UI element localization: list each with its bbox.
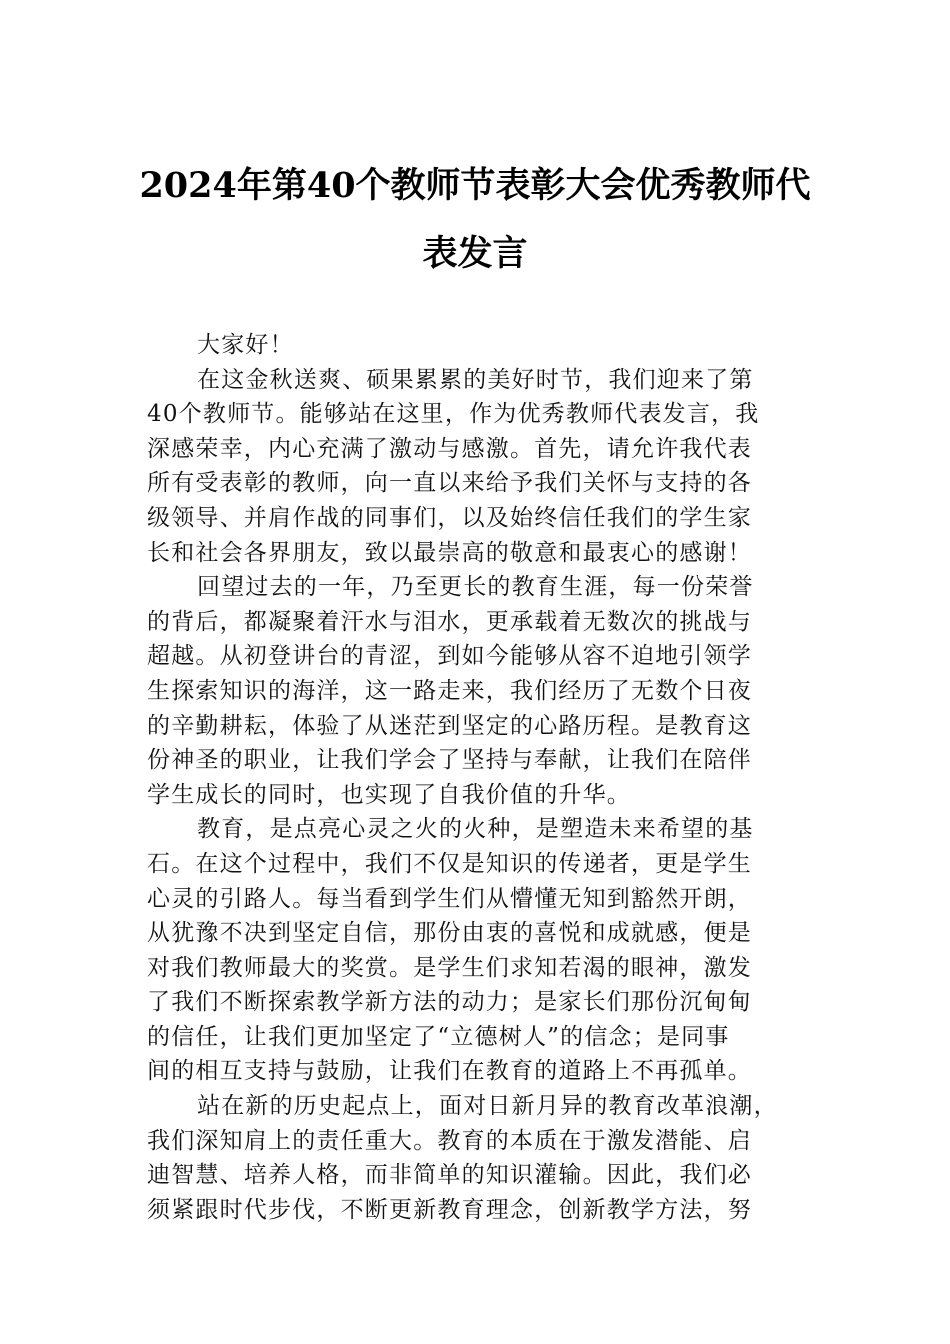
body-line: 学生成长的同时，也实现了自我价值的升华。 xyxy=(147,781,631,808)
body-line: 40个教师节。能够站在这里，作为优秀教师代表发言，我 xyxy=(147,401,760,428)
body-line: 的背后，都凝聚着汗水与泪水，更承载着无数次的挑战与 xyxy=(147,608,752,635)
body-line: 所有受表彰的教师，向一直以来给予我们关怀与支持的各 xyxy=(147,470,752,497)
document-body xyxy=(147,328,809,1227)
body-line: 的信任，让我们更加坚定了“立德树人”的信念；是同事 xyxy=(147,1023,730,1050)
body-line: 深感荣幸，内心充满了激动与感激。首先，请允许我代表 xyxy=(147,435,752,462)
body-line: 份神圣的职业，让我们学会了坚持与奉献，让我们在陪伴 xyxy=(147,747,752,774)
body-line: 回望过去的一年，乃至更长的教育生涯，每一份荣誉 xyxy=(197,574,754,601)
body-line: 从犹豫不决到坚定自信，那份由衷的喜悦和成就感，便是 xyxy=(147,920,752,947)
body-line: 我们深知肩上的责任重大。教育的本质在于激发潜能、启 xyxy=(147,1127,752,1154)
body-line: 心灵的引路人。每当看到学生们从懵懂无知到豁然开朗， xyxy=(147,885,752,912)
body-line: 对我们教师最大的奖赏。是学生们求知若渴的眼神，激发 xyxy=(147,954,752,981)
body-line: 了我们不断探索教学新方法的动力；是家长们那份沉甸甸 xyxy=(147,989,752,1016)
body-line: 生探索知识的海洋，这一路走来，我们经历了无数个日夜 xyxy=(147,677,752,704)
body-line: 须紧跟时代步伐，不断更新教育理念，创新教学方法，努 xyxy=(147,1196,752,1223)
body-line: 站在新的历史起点上，面对日新月异的教育改革浪潮， xyxy=(197,1093,778,1120)
title-line-1: 2024年第40个教师节表彰大会优秀教师代 xyxy=(139,165,811,206)
body-line: 在这金秋送爽、硕果累累的美好时节，我们迎来了第 xyxy=(197,366,754,393)
body-line: 石。在这个过程中，我们不仅是知识的传递者，更是学生 xyxy=(147,850,752,877)
body-line: 教育，是点亮心灵之火的火种，是塑造未来希望的基 xyxy=(197,816,754,843)
body-line: 长和社会各界朋友，致以最崇高的敬意和最衷心的感谢！ xyxy=(147,539,752,566)
body-line: 间的相互支持与鼓励，让我们在教育的道路上不再孤单。 xyxy=(147,1058,752,1085)
title-line-2: 表发言 xyxy=(422,233,528,274)
body-line: 迪智慧、培养人格，而非简单的知识灌输。因此，我们必 xyxy=(147,1162,752,1189)
greeting-line: 大家好！ xyxy=(197,332,294,358)
body-line: 的辛勤耕耘，体验了从迷茫到坚定的心路历程。是教育这 xyxy=(147,712,752,739)
body-line: 超越。从初登讲台的青涩，到如今能够从容不迫地引领学 xyxy=(147,643,752,670)
body-line: 级领导、并肩作战的同事们，以及始终信任我们的学生家 xyxy=(147,504,752,531)
